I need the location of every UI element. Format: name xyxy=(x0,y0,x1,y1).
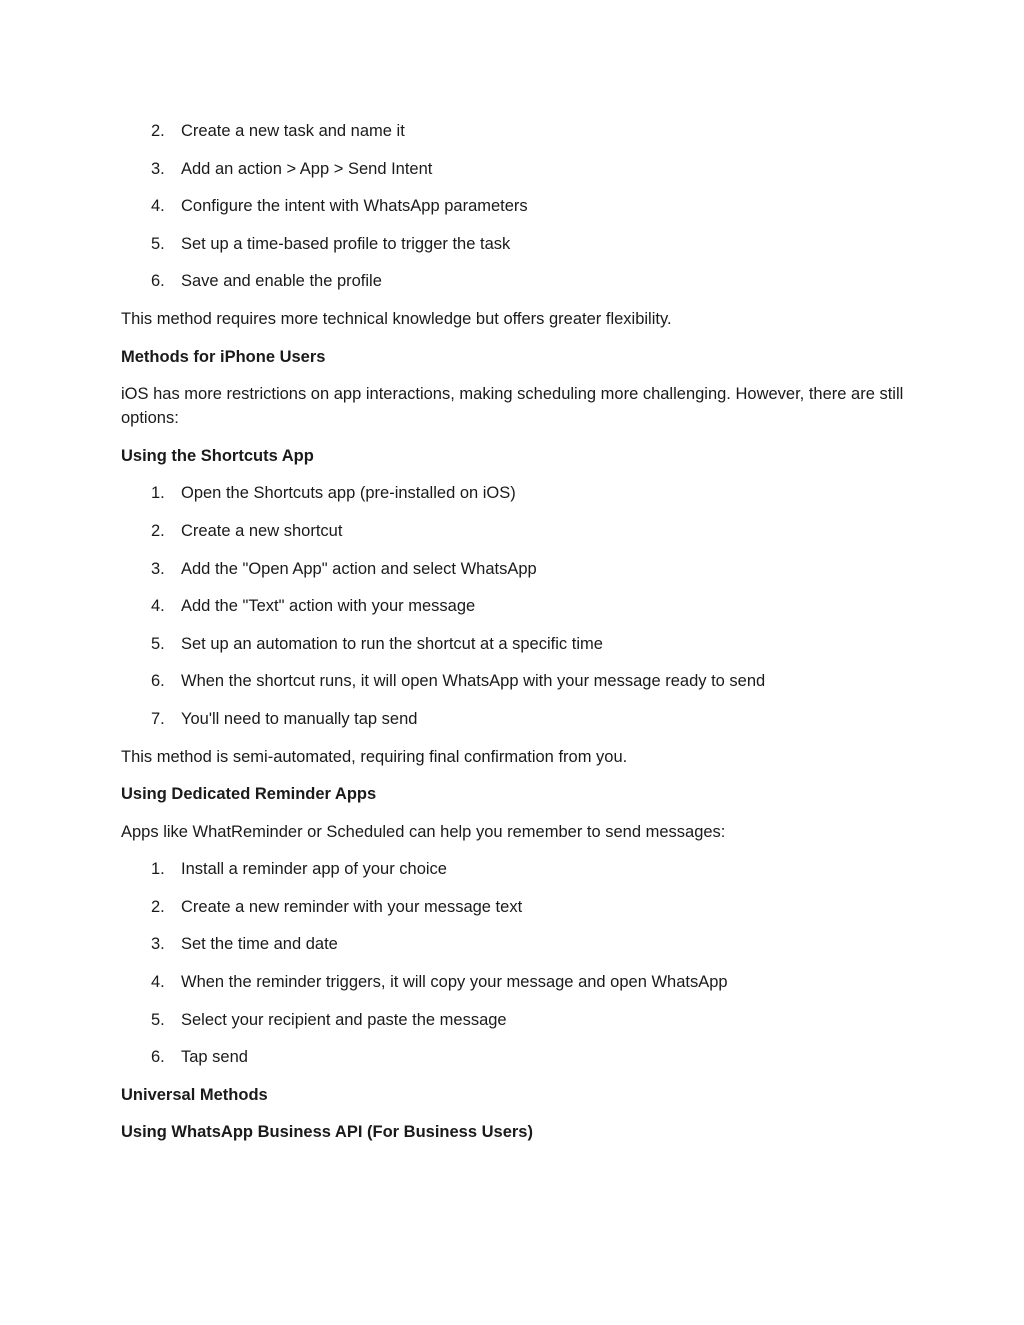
list-text: Add the "Open App" action and select WhatsApp xyxy=(181,559,537,578)
list-text: You'll need to manually tap send xyxy=(181,709,418,728)
shortcuts-steps-list xyxy=(121,481,911,731)
tasker-steps-list xyxy=(121,119,911,293)
list-number: 2. xyxy=(151,122,165,140)
document-page xyxy=(121,119,911,1158)
list-item xyxy=(121,194,911,218)
list-item xyxy=(121,932,911,956)
list-number: 5. xyxy=(151,234,165,253)
list-number: 1. xyxy=(151,860,165,879)
reminder-steps-list xyxy=(121,857,911,1069)
list-text: Tap send xyxy=(181,1048,248,1067)
list-number: 3. xyxy=(151,159,165,178)
list-item xyxy=(121,632,911,656)
list-text: Set up a time-based profile to trigger the task xyxy=(181,234,511,253)
list-item xyxy=(121,157,911,181)
heading-universal-methods: Universal Methods xyxy=(121,1085,268,1104)
list-item xyxy=(121,557,911,581)
list-number: 4. xyxy=(151,597,165,616)
heading-iphone-methods: Methods for iPhone Users xyxy=(121,347,326,366)
list-item xyxy=(121,857,911,881)
list-number: 5. xyxy=(151,634,165,653)
list-text: Create a new shortcut xyxy=(181,521,343,540)
list-text: Create a new reminder with your message text xyxy=(181,897,523,916)
list-number: 3. xyxy=(151,935,165,954)
list-item xyxy=(121,269,911,293)
heading-business-api: Using WhatsApp Business API (For Business Users) xyxy=(121,1123,533,1142)
list-number: 6. xyxy=(151,672,165,691)
list-text: Select your recipient and paste the message xyxy=(181,1010,507,1029)
paragraph-reminder-apps: Apps like WhatReminder or Scheduled can help you remember to send messages: xyxy=(121,822,726,841)
list-text: Set the time and date xyxy=(181,935,338,954)
list-item xyxy=(121,481,911,505)
list-number: 7. xyxy=(151,709,165,728)
list-text: When the shortcut runs, it will open WhatsApp with your message ready to send xyxy=(181,672,766,691)
heading-reminder-apps: Using Dedicated Reminder Apps xyxy=(121,785,377,804)
list-text: Create a new task and name it xyxy=(181,122,405,140)
list-text: Add the "Text" action with your message xyxy=(181,597,476,616)
list-item xyxy=(121,970,911,994)
list-text: Set up an automation to run the shortcut at a specific time xyxy=(181,634,603,653)
list-text: Install a reminder app of your choice xyxy=(181,860,447,879)
list-item xyxy=(121,119,911,143)
list-item xyxy=(121,232,911,256)
list-number: 1. xyxy=(151,484,165,503)
paragraph-tasker-note: This method requires more technical knowledge but offers greater flexibility. xyxy=(121,309,672,328)
heading-shortcuts-app: Using the Shortcuts App xyxy=(121,446,314,465)
list-item xyxy=(121,1045,911,1069)
paragraph-ios-restrictions: iOS has more restrictions on app interactions, making scheduling more challenging. However, there are still options: xyxy=(121,385,904,428)
list-number: 3. xyxy=(151,559,165,578)
list-number: 5. xyxy=(151,1010,165,1029)
list-text: Open the Shortcuts app (pre-installed on iOS) xyxy=(181,484,516,503)
list-number: 4. xyxy=(151,197,165,216)
list-number: 2. xyxy=(151,521,165,540)
list-text: When the reminder triggers, it will copy your message and open WhatsApp xyxy=(181,973,728,992)
list-item xyxy=(121,1008,911,1032)
list-item xyxy=(121,707,911,731)
list-number: 6. xyxy=(151,272,165,291)
list-item xyxy=(121,594,911,618)
list-text: Save and enable the profile xyxy=(181,272,382,291)
list-item xyxy=(121,895,911,919)
list-item xyxy=(121,519,911,543)
list-number: 4. xyxy=(151,973,165,992)
list-number: 2. xyxy=(151,897,165,916)
list-number: 6. xyxy=(151,1048,165,1067)
list-text: Configure the intent with WhatsApp parameters xyxy=(181,197,528,216)
paragraph-semi-automated: This method is semi-automated, requiring final confirmation from you. xyxy=(121,747,628,766)
list-item xyxy=(121,669,911,693)
list-text: Add an action > App > Send Intent xyxy=(181,159,433,178)
